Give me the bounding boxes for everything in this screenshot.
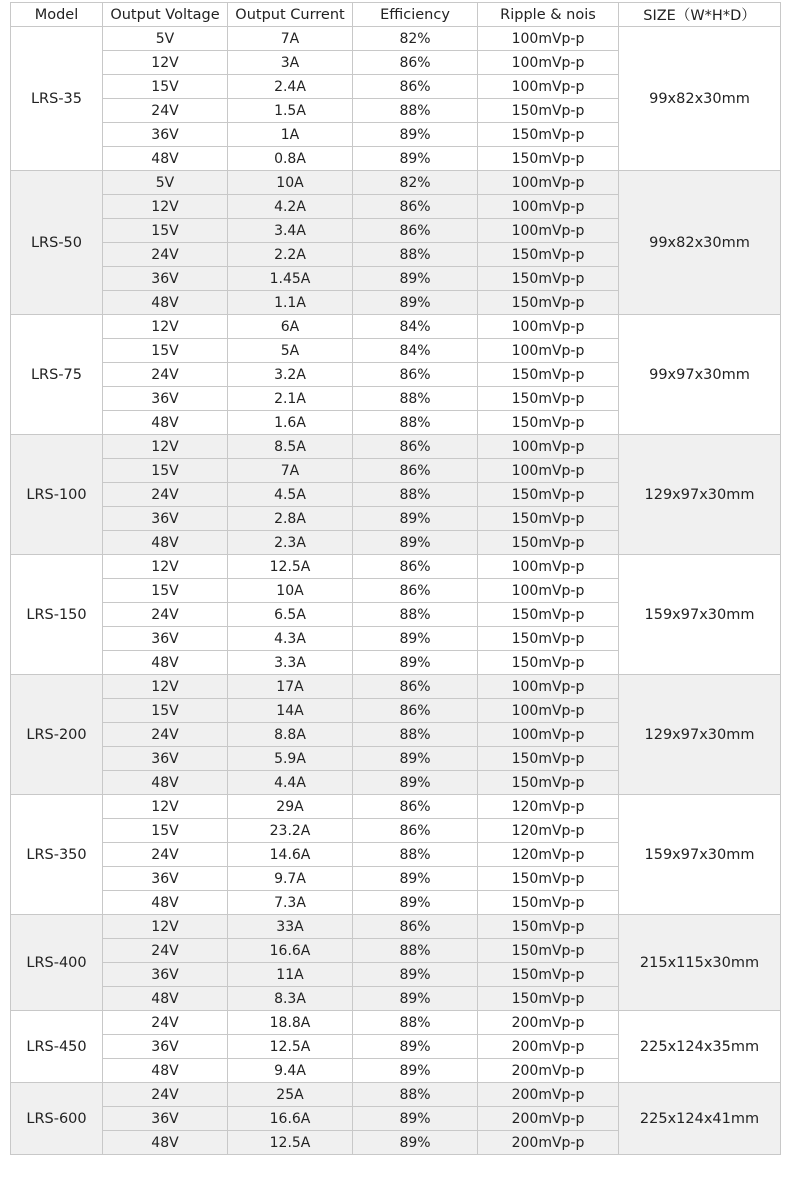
size-cell: 99x82x30mm	[619, 27, 781, 171]
efficiency-cell: 88%	[353, 723, 478, 747]
model-group	[11, 915, 781, 1011]
ripple-cell: 150mVp-p	[478, 891, 619, 915]
voltage-cell: 48V	[103, 147, 228, 171]
model-group	[11, 27, 781, 171]
current-cell: 2.3A	[228, 531, 353, 555]
voltage-cell: 48V	[103, 891, 228, 915]
voltage-cell: 48V	[103, 1059, 228, 1083]
ripple-cell: 150mVp-p	[478, 915, 619, 939]
efficiency-cell: 89%	[353, 627, 478, 651]
header-output-voltage: Output Voltage	[103, 3, 228, 27]
ripple-cell: 150mVp-p	[478, 483, 619, 507]
table-row	[11, 555, 781, 579]
efficiency-cell: 89%	[353, 1059, 478, 1083]
efficiency-cell: 89%	[353, 123, 478, 147]
current-cell: 9.4A	[228, 1059, 353, 1083]
efficiency-cell: 84%	[353, 339, 478, 363]
header-row	[11, 3, 781, 27]
ripple-cell: 200mVp-p	[478, 1083, 619, 1107]
efficiency-cell: 89%	[353, 147, 478, 171]
model-cell: LRS-350	[11, 795, 103, 915]
efficiency-cell: 86%	[353, 195, 478, 219]
current-cell: 33A	[228, 915, 353, 939]
current-cell: 1.5A	[228, 99, 353, 123]
efficiency-cell: 88%	[353, 387, 478, 411]
model-cell: LRS-75	[11, 315, 103, 435]
ripple-cell: 100mVp-p	[478, 579, 619, 603]
ripple-cell: 100mVp-p	[478, 195, 619, 219]
current-cell: 1.6A	[228, 411, 353, 435]
ripple-cell: 100mVp-p	[478, 27, 619, 51]
voltage-cell: 48V	[103, 411, 228, 435]
efficiency-cell: 89%	[353, 507, 478, 531]
ripple-cell: 150mVp-p	[478, 987, 619, 1011]
current-cell: 8.5A	[228, 435, 353, 459]
efficiency-cell: 88%	[353, 603, 478, 627]
table-row	[11, 675, 781, 699]
efficiency-cell: 89%	[353, 1035, 478, 1059]
efficiency-cell: 89%	[353, 867, 478, 891]
efficiency-cell: 89%	[353, 531, 478, 555]
voltage-cell: 24V	[103, 603, 228, 627]
efficiency-cell: 89%	[353, 771, 478, 795]
current-cell: 0.8A	[228, 147, 353, 171]
ripple-cell: 100mVp-p	[478, 339, 619, 363]
voltage-cell: 48V	[103, 291, 228, 315]
header-model: Model	[11, 3, 103, 27]
efficiency-cell: 86%	[353, 51, 478, 75]
efficiency-cell: 86%	[353, 363, 478, 387]
voltage-cell: 5V	[103, 27, 228, 51]
current-cell: 2.1A	[228, 387, 353, 411]
current-cell: 4.2A	[228, 195, 353, 219]
ripple-cell: 100mVp-p	[478, 459, 619, 483]
ripple-cell: 100mVp-p	[478, 555, 619, 579]
efficiency-cell: 88%	[353, 99, 478, 123]
voltage-cell: 36V	[103, 963, 228, 987]
voltage-cell: 24V	[103, 99, 228, 123]
ripple-cell: 100mVp-p	[478, 723, 619, 747]
efficiency-cell: 86%	[353, 579, 478, 603]
current-cell: 6.5A	[228, 603, 353, 627]
voltage-cell: 12V	[103, 915, 228, 939]
current-cell: 29A	[228, 795, 353, 819]
ripple-cell: 120mVp-p	[478, 795, 619, 819]
ripple-cell: 150mVp-p	[478, 747, 619, 771]
ripple-cell: 150mVp-p	[478, 387, 619, 411]
voltage-cell: 36V	[103, 627, 228, 651]
size-cell: 225x124x35mm	[619, 1011, 781, 1083]
ripple-cell: 150mVp-p	[478, 147, 619, 171]
efficiency-cell: 89%	[353, 963, 478, 987]
size-cell: 129x97x30mm	[619, 435, 781, 555]
ripple-cell: 200mVp-p	[478, 1131, 619, 1155]
current-cell: 7A	[228, 27, 353, 51]
current-cell: 1.45A	[228, 267, 353, 291]
voltage-cell: 36V	[103, 867, 228, 891]
voltage-cell: 15V	[103, 219, 228, 243]
table-row	[11, 171, 781, 195]
voltage-cell: 24V	[103, 843, 228, 867]
efficiency-cell: 86%	[353, 75, 478, 99]
current-cell: 10A	[228, 171, 353, 195]
voltage-cell: 12V	[103, 675, 228, 699]
table-row	[11, 1083, 781, 1107]
efficiency-cell: 89%	[353, 747, 478, 771]
current-cell: 12.5A	[228, 1131, 353, 1155]
efficiency-cell: 88%	[353, 411, 478, 435]
voltage-cell: 15V	[103, 459, 228, 483]
ripple-cell: 150mVp-p	[478, 411, 619, 435]
model-group	[11, 435, 781, 555]
efficiency-cell: 89%	[353, 267, 478, 291]
ripple-cell: 100mVp-p	[478, 315, 619, 339]
size-cell: 129x97x30mm	[619, 675, 781, 795]
current-cell: 16.6A	[228, 1107, 353, 1131]
voltage-cell: 36V	[103, 123, 228, 147]
ripple-cell: 150mVp-p	[478, 99, 619, 123]
efficiency-cell: 89%	[353, 291, 478, 315]
current-cell: 2.8A	[228, 507, 353, 531]
voltage-cell: 24V	[103, 363, 228, 387]
current-cell: 3.4A	[228, 219, 353, 243]
efficiency-cell: 89%	[353, 1131, 478, 1155]
current-cell: 5A	[228, 339, 353, 363]
voltage-cell: 24V	[103, 243, 228, 267]
table-row	[11, 1011, 781, 1035]
size-cell: 99x82x30mm	[619, 171, 781, 315]
voltage-cell: 12V	[103, 195, 228, 219]
voltage-cell: 36V	[103, 387, 228, 411]
table-header	[11, 3, 781, 27]
current-cell: 1A	[228, 123, 353, 147]
ripple-cell: 120mVp-p	[478, 819, 619, 843]
efficiency-cell: 86%	[353, 459, 478, 483]
model-group	[11, 555, 781, 675]
current-cell: 7.3A	[228, 891, 353, 915]
ripple-cell: 150mVp-p	[478, 963, 619, 987]
voltage-cell: 15V	[103, 699, 228, 723]
model-group	[11, 1011, 781, 1083]
voltage-cell: 36V	[103, 507, 228, 531]
ripple-cell: 120mVp-p	[478, 843, 619, 867]
current-cell: 2.4A	[228, 75, 353, 99]
voltage-cell: 12V	[103, 315, 228, 339]
current-cell: 11A	[228, 963, 353, 987]
ripple-cell: 150mVp-p	[478, 867, 619, 891]
current-cell: 4.4A	[228, 771, 353, 795]
voltage-cell: 36V	[103, 1107, 228, 1131]
voltage-cell: 48V	[103, 531, 228, 555]
ripple-cell: 150mVp-p	[478, 531, 619, 555]
model-group	[11, 675, 781, 795]
ripple-cell: 100mVp-p	[478, 675, 619, 699]
voltage-cell: 12V	[103, 555, 228, 579]
efficiency-cell: 88%	[353, 939, 478, 963]
model-cell: LRS-150	[11, 555, 103, 675]
ripple-cell: 100mVp-p	[478, 219, 619, 243]
current-cell: 6A	[228, 315, 353, 339]
ripple-cell: 200mVp-p	[478, 1035, 619, 1059]
current-cell: 2.2A	[228, 243, 353, 267]
voltage-cell: 48V	[103, 651, 228, 675]
ripple-cell: 200mVp-p	[478, 1059, 619, 1083]
current-cell: 9.7A	[228, 867, 353, 891]
size-cell: 215x115x30mm	[619, 915, 781, 1011]
current-cell: 5.9A	[228, 747, 353, 771]
efficiency-cell: 89%	[353, 891, 478, 915]
ripple-cell: 150mVp-p	[478, 507, 619, 531]
ripple-cell: 100mVp-p	[478, 435, 619, 459]
ripple-cell: 150mVp-p	[478, 771, 619, 795]
model-cell: LRS-400	[11, 915, 103, 1011]
table-row	[11, 27, 781, 51]
size-cell: 159x97x30mm	[619, 555, 781, 675]
current-cell: 16.6A	[228, 939, 353, 963]
current-cell: 3.2A	[228, 363, 353, 387]
ripple-cell: 150mVp-p	[478, 363, 619, 387]
size-cell: 99x97x30mm	[619, 315, 781, 435]
current-cell: 14A	[228, 699, 353, 723]
ripple-cell: 200mVp-p	[478, 1107, 619, 1131]
current-cell: 23.2A	[228, 819, 353, 843]
model-cell: LRS-200	[11, 675, 103, 795]
efficiency-cell: 86%	[353, 819, 478, 843]
ripple-cell: 150mVp-p	[478, 123, 619, 147]
efficiency-cell: 86%	[353, 915, 478, 939]
header-ripple-noise: Ripple & nois	[478, 3, 619, 27]
model-cell: LRS-100	[11, 435, 103, 555]
efficiency-cell: 82%	[353, 27, 478, 51]
ripple-cell: 150mVp-p	[478, 603, 619, 627]
current-cell: 4.3A	[228, 627, 353, 651]
spec-table	[10, 2, 781, 1155]
efficiency-cell: 86%	[353, 675, 478, 699]
voltage-cell: 48V	[103, 771, 228, 795]
voltage-cell: 15V	[103, 339, 228, 363]
model-group	[11, 171, 781, 315]
voltage-cell: 12V	[103, 435, 228, 459]
voltage-cell: 48V	[103, 987, 228, 1011]
ripple-cell: 100mVp-p	[478, 171, 619, 195]
table-row	[11, 915, 781, 939]
ripple-cell: 150mVp-p	[478, 291, 619, 315]
voltage-cell: 24V	[103, 483, 228, 507]
ripple-cell: 150mVp-p	[478, 939, 619, 963]
voltage-cell: 15V	[103, 579, 228, 603]
model-group	[11, 315, 781, 435]
model-cell: LRS-35	[11, 27, 103, 171]
current-cell: 25A	[228, 1083, 353, 1107]
model-group	[11, 795, 781, 915]
efficiency-cell: 86%	[353, 219, 478, 243]
current-cell: 1.1A	[228, 291, 353, 315]
table-row	[11, 315, 781, 339]
header-size: SIZE（W*H*D）	[619, 3, 781, 27]
voltage-cell: 12V	[103, 51, 228, 75]
voltage-cell: 15V	[103, 819, 228, 843]
voltage-cell: 24V	[103, 1011, 228, 1035]
model-group	[11, 1083, 781, 1155]
ripple-cell: 100mVp-p	[478, 699, 619, 723]
ripple-cell: 100mVp-p	[478, 75, 619, 99]
current-cell: 18.8A	[228, 1011, 353, 1035]
ripple-cell: 150mVp-p	[478, 627, 619, 651]
current-cell: 12.5A	[228, 1035, 353, 1059]
efficiency-cell: 86%	[353, 795, 478, 819]
ripple-cell: 150mVp-p	[478, 651, 619, 675]
efficiency-cell: 84%	[353, 315, 478, 339]
current-cell: 3.3A	[228, 651, 353, 675]
current-cell: 3A	[228, 51, 353, 75]
current-cell: 14.6A	[228, 843, 353, 867]
current-cell: 10A	[228, 579, 353, 603]
ripple-cell: 150mVp-p	[478, 267, 619, 291]
current-cell: 8.3A	[228, 987, 353, 1011]
table-row	[11, 435, 781, 459]
efficiency-cell: 86%	[353, 699, 478, 723]
ripple-cell: 200mVp-p	[478, 1011, 619, 1035]
efficiency-cell: 88%	[353, 243, 478, 267]
model-cell: LRS-600	[11, 1083, 103, 1155]
model-cell: LRS-450	[11, 1011, 103, 1083]
current-cell: 8.8A	[228, 723, 353, 747]
size-cell: 225x124x41mm	[619, 1083, 781, 1155]
ripple-cell: 150mVp-p	[478, 243, 619, 267]
voltage-cell: 15V	[103, 75, 228, 99]
voltage-cell: 12V	[103, 795, 228, 819]
efficiency-cell: 89%	[353, 987, 478, 1011]
voltage-cell: 24V	[103, 939, 228, 963]
header-output-current: Output Current	[228, 3, 353, 27]
efficiency-cell: 88%	[353, 1011, 478, 1035]
voltage-cell: 36V	[103, 267, 228, 291]
efficiency-cell: 86%	[353, 435, 478, 459]
voltage-cell: 48V	[103, 1131, 228, 1155]
current-cell: 17A	[228, 675, 353, 699]
voltage-cell: 5V	[103, 171, 228, 195]
header-efficiency: Efficiency	[353, 3, 478, 27]
voltage-cell: 36V	[103, 747, 228, 771]
current-cell: 4.5A	[228, 483, 353, 507]
voltage-cell: 36V	[103, 1035, 228, 1059]
efficiency-cell: 89%	[353, 651, 478, 675]
voltage-cell: 24V	[103, 1083, 228, 1107]
efficiency-cell: 88%	[353, 483, 478, 507]
size-cell: 159x97x30mm	[619, 795, 781, 915]
current-cell: 7A	[228, 459, 353, 483]
ripple-cell: 100mVp-p	[478, 51, 619, 75]
efficiency-cell: 88%	[353, 843, 478, 867]
voltage-cell: 24V	[103, 723, 228, 747]
efficiency-cell: 88%	[353, 1083, 478, 1107]
efficiency-cell: 86%	[353, 555, 478, 579]
model-cell: LRS-50	[11, 171, 103, 315]
efficiency-cell: 82%	[353, 171, 478, 195]
table-row	[11, 795, 781, 819]
efficiency-cell: 89%	[353, 1107, 478, 1131]
current-cell: 12.5A	[228, 555, 353, 579]
